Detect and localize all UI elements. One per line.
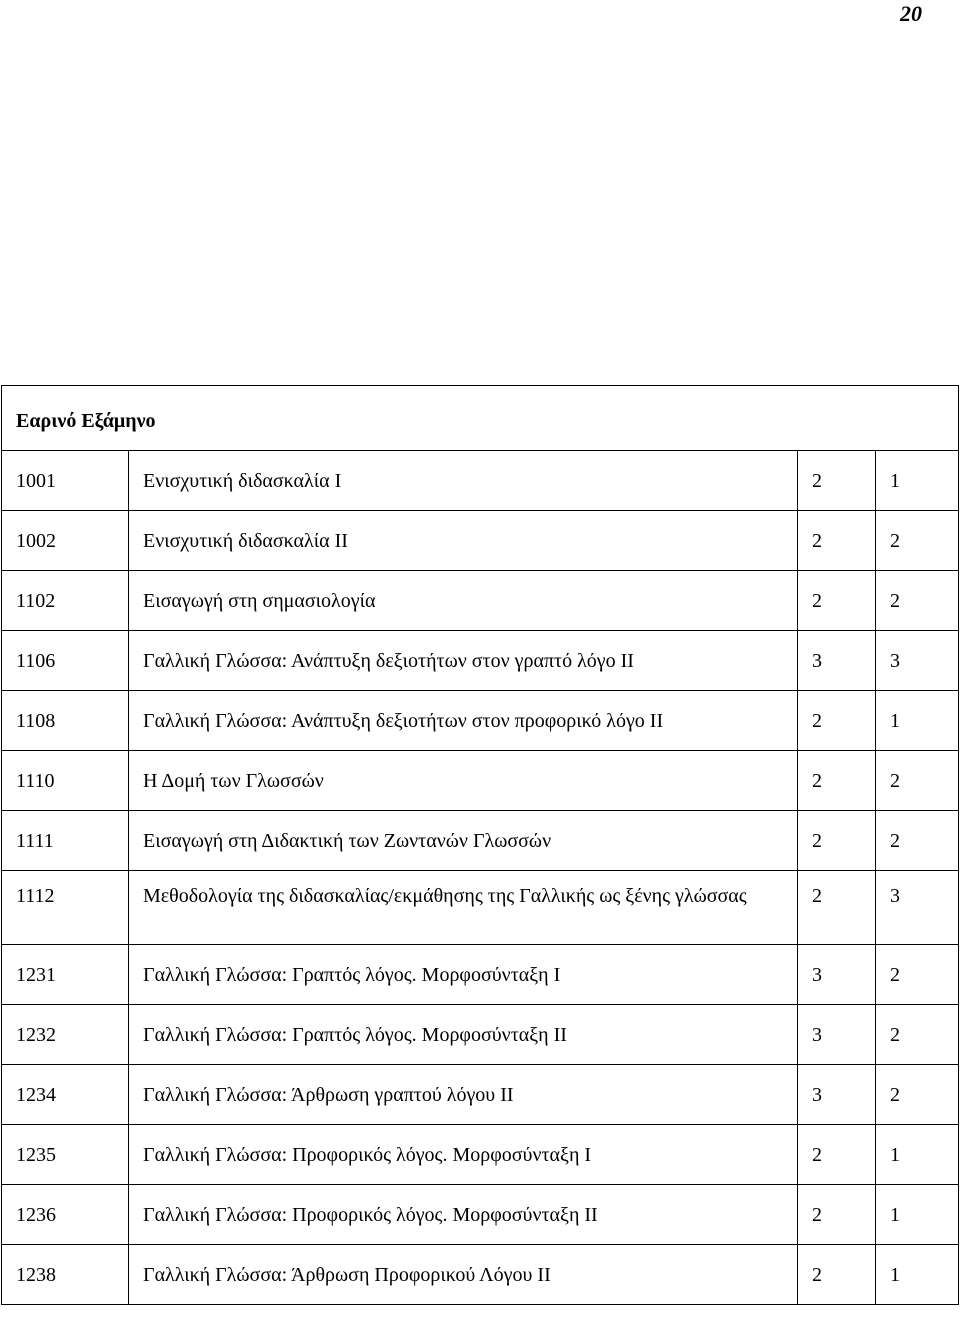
table-row: [2, 751, 959, 811]
course-hours: 2: [798, 751, 876, 811]
course-credits: 1: [876, 1245, 959, 1305]
table-row: [2, 1065, 959, 1125]
course-credits: 1: [876, 1125, 959, 1185]
table-row: [2, 871, 959, 945]
table-row: [2, 451, 959, 511]
table-row: [2, 631, 959, 691]
table-row: [2, 1125, 959, 1185]
course-hours: 2: [798, 811, 876, 871]
course-hours: 2: [798, 511, 876, 571]
course-hours: 3: [798, 945, 876, 1005]
course-hours: 2: [798, 1245, 876, 1305]
course-hours: 2: [798, 451, 876, 511]
course-title: Γαλλική Γλώσσα: Ανάπτυξη δεξιοτήτων στον προφορικό λόγο ΙΙ: [129, 691, 798, 751]
course-title: Γαλλική Γλώσσα: Γραπτός λόγος. Μορφοσύνταξη Ι: [129, 945, 798, 1005]
course-title: Γαλλική Γλώσσα: Άρθρωση γραπτού λόγου ΙΙ: [129, 1065, 798, 1125]
course-code: 1110: [2, 751, 129, 811]
course-title: Γαλλική Γλώσσα: Γραπτός λόγος. Μορφοσύνταξη ΙΙ: [129, 1005, 798, 1065]
course-credits: 2: [876, 1005, 959, 1065]
course-credits: 2: [876, 1065, 959, 1125]
course-hours: 2: [798, 871, 876, 945]
page-number: 20: [900, 1, 922, 26]
table-row: [2, 811, 959, 871]
course-title: Γαλλική Γλώσσα: Προφορικός λόγος. Μορφοσύνταξη ΙΙ: [129, 1185, 798, 1245]
course-credits: 1: [876, 451, 959, 511]
course-title: Η Δομή των Γλωσσών: [129, 751, 798, 811]
course-credits: 2: [876, 511, 959, 571]
course-credits: 2: [876, 571, 959, 631]
course-title: Εισαγωγή στη σημασιολογία: [129, 571, 798, 631]
table-row: [2, 945, 959, 1005]
course-credits: 3: [876, 871, 959, 945]
table-row: [2, 691, 959, 751]
table-row: [2, 1005, 959, 1065]
course-code: 1234: [2, 1065, 129, 1125]
course-hours: 2: [798, 1185, 876, 1245]
course-hours: 2: [798, 1125, 876, 1185]
course-credits: 2: [876, 945, 959, 1005]
course-credits: 3: [876, 631, 959, 691]
course-code: 1236: [2, 1185, 129, 1245]
section-header-row: [2, 386, 959, 451]
course-code: 1111: [2, 811, 129, 871]
course-credits: 2: [876, 811, 959, 871]
course-title: Μεθοδολογία της διδασκαλίας/εκμάθησης της Γαλλικής ως ξένης γλώσσας: [129, 871, 798, 945]
section-title: Εαρινό Εξάμηνο: [2, 386, 959, 451]
course-code: 1235: [2, 1125, 129, 1185]
course-title: Ενισχυτική διδασκαλία ΙΙ: [129, 511, 798, 571]
course-code: 1102: [2, 571, 129, 631]
course-hours: 2: [798, 571, 876, 631]
course-code: 1232: [2, 1005, 129, 1065]
course-table: [1, 385, 959, 1305]
course-title: Εισαγωγή στη Διδακτική των Ζωντανών Γλωσσών: [129, 811, 798, 871]
course-credits: 1: [876, 691, 959, 751]
course-hours: 3: [798, 1005, 876, 1065]
table-row: [2, 571, 959, 631]
course-code: 1238: [2, 1245, 129, 1305]
table-row: [2, 1185, 959, 1245]
course-code: 1002: [2, 511, 129, 571]
table-row: [2, 511, 959, 571]
course-code: 1231: [2, 945, 129, 1005]
course-hours: 3: [798, 1065, 876, 1125]
course-title: Γαλλική Γλώσσα: Άρθρωση Προφορικού Λόγου ΙΙ: [129, 1245, 798, 1305]
table-row: [2, 1245, 959, 1305]
course-credits: 2: [876, 751, 959, 811]
course-credits: 1: [876, 1185, 959, 1245]
course-code: 1112: [2, 871, 129, 945]
course-title: Γαλλική Γλώσσα: Προφορικός λόγος. Μορφοσύνταξη Ι: [129, 1125, 798, 1185]
course-hours: 3: [798, 631, 876, 691]
course-hours: 2: [798, 691, 876, 751]
course-code: 1108: [2, 691, 129, 751]
course-code: 1001: [2, 451, 129, 511]
course-code: 1106: [2, 631, 129, 691]
course-title: Ενισχυτική διδασκαλία Ι: [129, 451, 798, 511]
course-title: Γαλλική Γλώσσα: Ανάπτυξη δεξιοτήτων στον γραπτό λόγο ΙΙ: [129, 631, 798, 691]
